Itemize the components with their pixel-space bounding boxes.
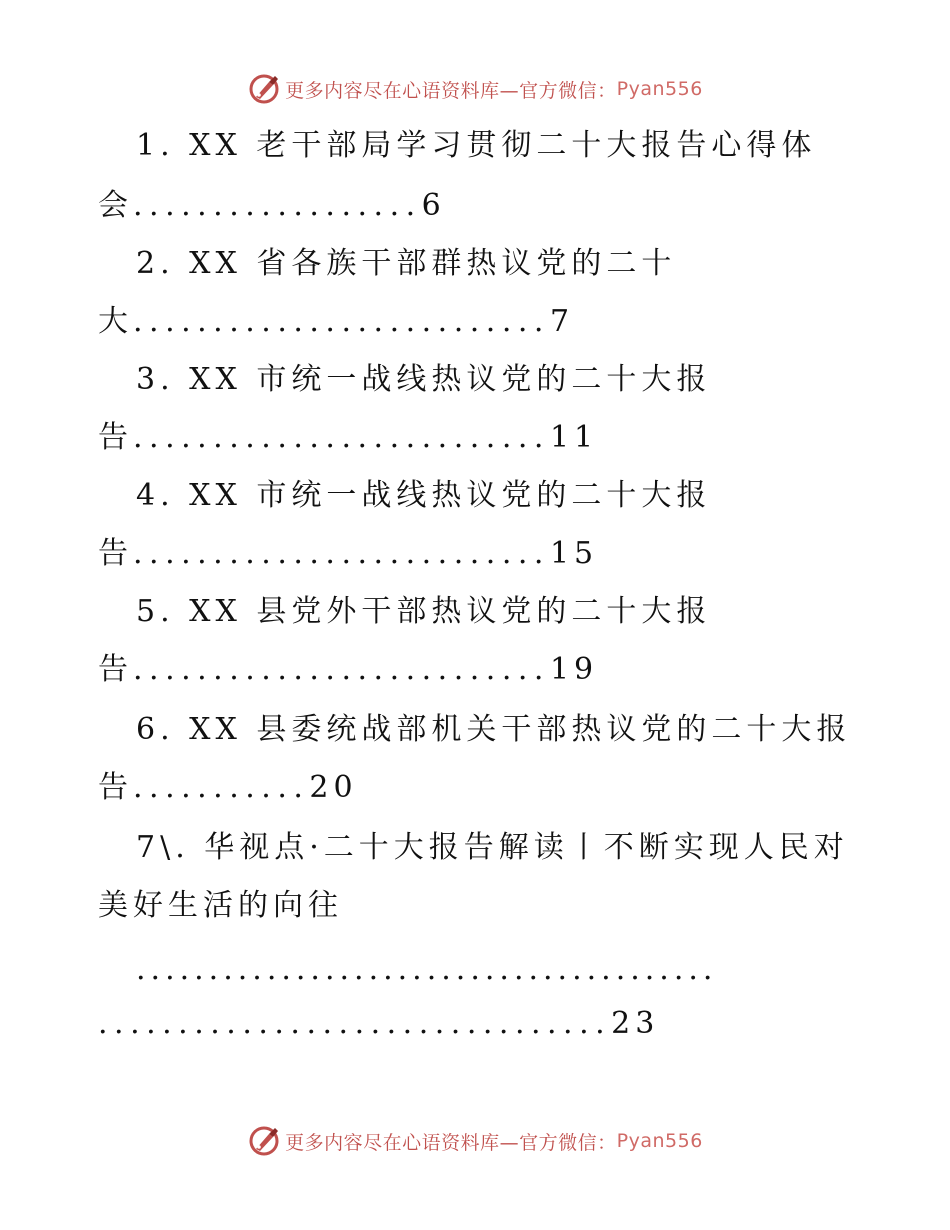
toc-entry-6-leader <box>98 768 358 808</box>
toc-entry-5-dots: .......................... <box>133 652 550 687</box>
toc-entry-2-page: 7 <box>549 304 575 339</box>
toc-entry-4-dots: .......................... <box>133 536 550 571</box>
toc-entry-1-page: 6 <box>421 188 446 223</box>
banner-text: 更多内容尽在心语资料库—官方微信： <box>285 1131 617 1154</box>
toc-entry-5-page: 19 <box>549 652 599 687</box>
toc-entry-3-dots: .......................... <box>133 420 550 455</box>
toc-entry-3-page: 11 <box>549 420 599 455</box>
toc-entry-5-continuation: 告 <box>98 652 133 687</box>
toc-entry-2-continuation: 大 <box>98 304 133 339</box>
toc-entry-4-leader <box>98 534 598 574</box>
toc-entry-1-leader <box>98 186 446 226</box>
toc-entry-7-continuation: 美好生活的向往 <box>98 888 343 923</box>
banner-text: 更多内容尽在心语资料库—官方微信： <box>285 79 617 102</box>
footer-watermark-banner <box>0 1124 950 1158</box>
banner-wechat-id: Pyan556 <box>616 1130 703 1152</box>
toc-entry-3-leader <box>98 418 598 458</box>
toc-entry-4-page: 15 <box>549 536 599 571</box>
toc-entry-5-leader <box>98 650 598 690</box>
toc-entry-4-title: 4. XX 市统一战线热议党的二十大报 <box>136 478 712 513</box>
toc-entry-7-dots-line-1: ........................................ <box>136 952 718 987</box>
pen-logo-icon <box>247 1124 281 1158</box>
toc-entry-5-title: 5. XX 县党外干部热议党的二十大报 <box>136 594 712 629</box>
toc-entry-6-continuation: 告 <box>98 770 133 805</box>
toc-entry-3-title: 3. XX 市统一战线热议党的二十大报 <box>136 362 712 397</box>
toc-entry-6-title: 6. XX 县委统战部机关干部热议党的二十大报 <box>136 712 852 747</box>
toc-entry-7-dots-line-2: ................................ <box>98 1006 612 1041</box>
toc-entry-6-dots: ........... <box>133 770 310 805</box>
toc-entry-2-leader <box>98 302 574 342</box>
toc-entry-4-continuation: 告 <box>98 536 133 571</box>
toc-entry-1-continuation: 会 <box>98 188 133 223</box>
toc-entry-3-continuation: 告 <box>98 420 133 455</box>
toc-entry-7-title: 7\. 华视点·二十大报告解读丨不断实现人民对 <box>136 830 849 865</box>
toc-entry-2-title: 2. XX 省各族干部群热议党的二十 <box>136 246 677 281</box>
toc-entry-2-dots: .......................... <box>133 304 550 339</box>
toc-entry-6-page: 20 <box>309 770 358 805</box>
banner-wechat-id: Pyan556 <box>616 78 703 100</box>
toc-entry-1-title: 1. XX 老干部局学习贯彻二十大报告心得体 <box>136 128 817 163</box>
toc-entry-7-page: 23 <box>611 1006 660 1041</box>
toc-entry-1-dots: .................. <box>133 188 422 223</box>
toc-entry-7-leader <box>98 1004 659 1044</box>
